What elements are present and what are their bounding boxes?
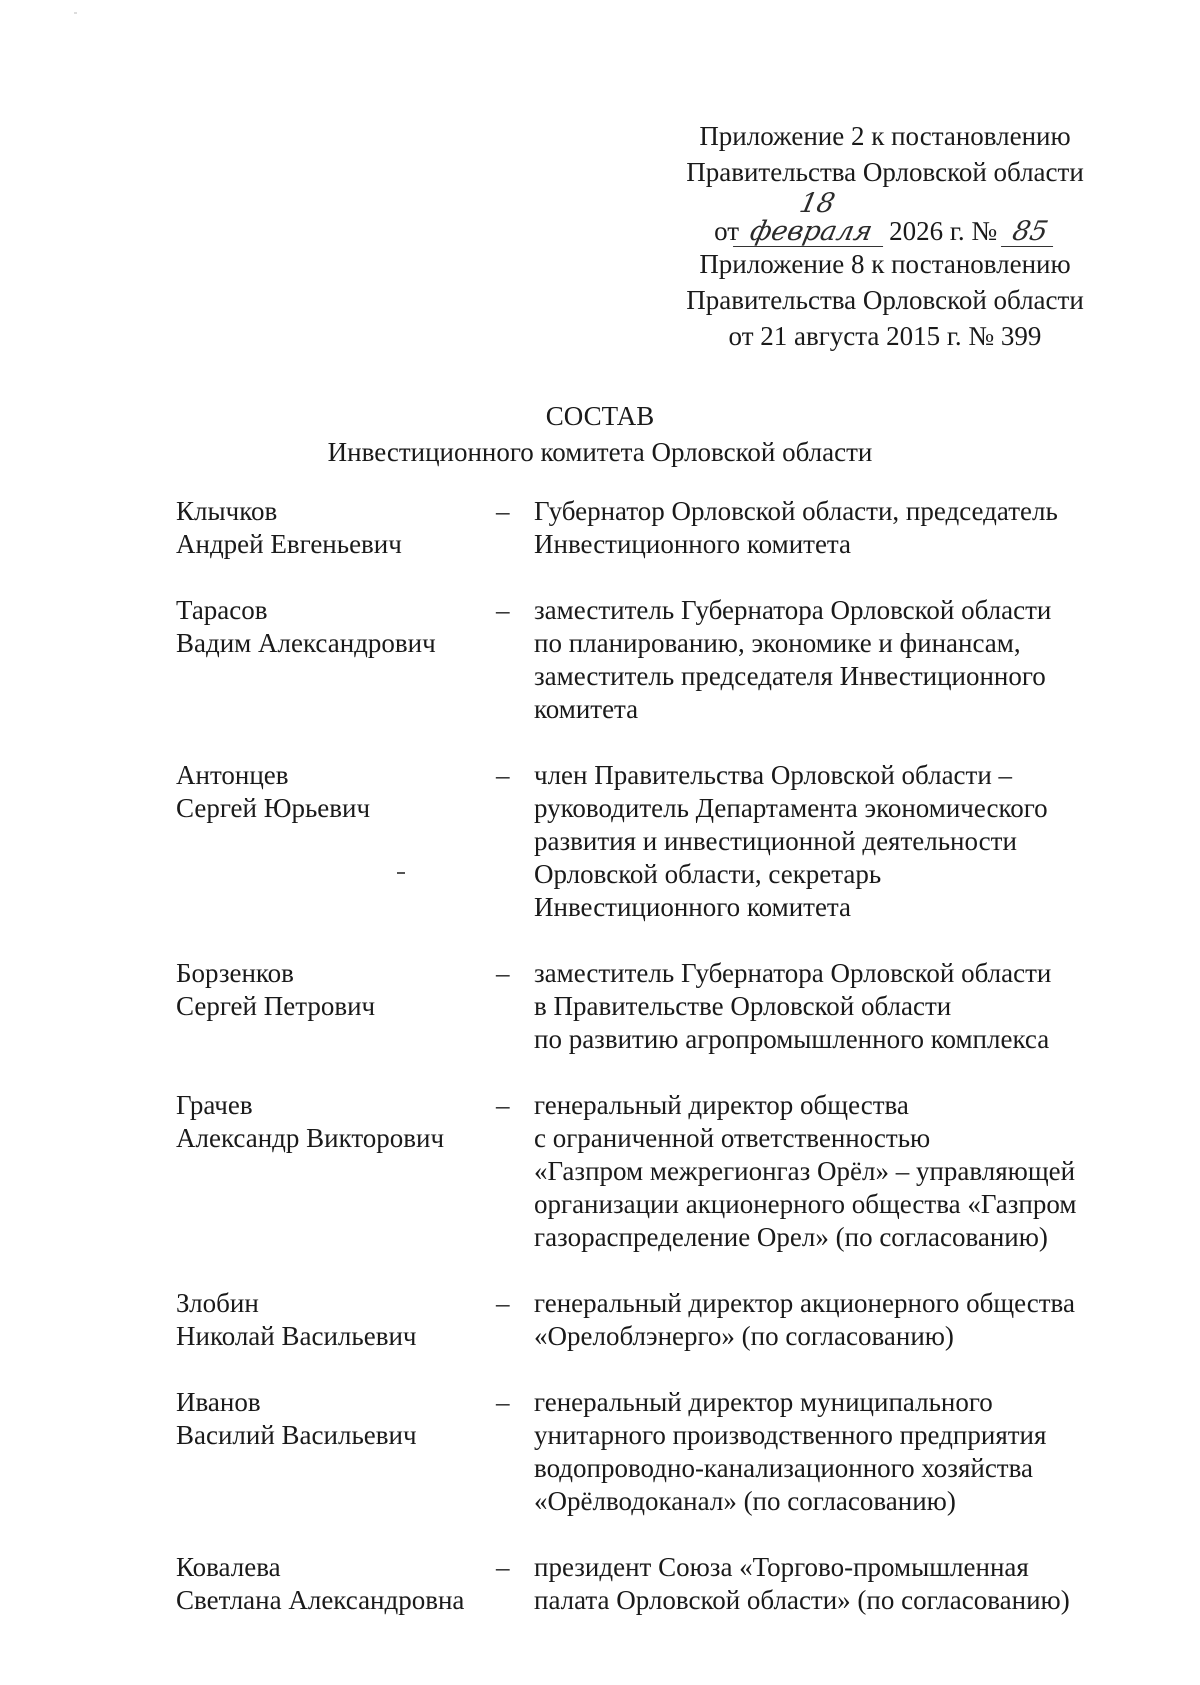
member-surname: Злобин	[176, 1288, 259, 1318]
member-row	[176, 1551, 1116, 1617]
member-name	[176, 957, 496, 1056]
member-role-line: руководитель Департамента экономического	[534, 793, 1048, 823]
member-role	[534, 759, 1116, 924]
member-row	[176, 594, 1116, 726]
scan-mark	[74, 12, 77, 14]
member-role-line: организации акционерного общества «Газпром	[534, 1189, 1077, 1219]
member-role	[534, 957, 1116, 1056]
member-given-names: Вадим Александрович	[176, 628, 436, 658]
member-role-line: «Газпром межрегионгаз Орёл» – управляющей	[534, 1156, 1076, 1186]
member-name	[176, 1287, 496, 1353]
member-row	[176, 1287, 1116, 1353]
member-role-line: водопроводно-канализационного хозяйства	[534, 1453, 1033, 1483]
member-role-line: заместитель председателя Инвестиционного	[534, 661, 1046, 691]
member-role-line: «Орёлводоканал» (по согласованию)	[534, 1486, 956, 1516]
member-given-names: Андрей Евгеньевич	[176, 529, 402, 559]
member-role-line: Орловской области, секретарь	[534, 859, 882, 889]
member-dash: –	[496, 760, 510, 790]
member-role-line: член Правительства Орловской области –	[534, 760, 1013, 790]
handwritten-date: 18 февраля	[733, 190, 895, 247]
member-given-names: Светлана Александровна	[176, 1585, 465, 1615]
member-given-names: Сергей Петрович	[176, 991, 376, 1021]
member-role-line: с ограниченной ответственностью	[534, 1123, 931, 1153]
member-role-line: развития и инвестиционной деятельности	[534, 826, 1017, 856]
member-role-line: унитарного производственного предприятия	[534, 1420, 1047, 1450]
member-role	[534, 1551, 1116, 1617]
member-role-line: в Правительстве Орловской области	[534, 991, 952, 1021]
member-role-line: генеральный директор муниципального	[534, 1387, 993, 1417]
member-role-line: «Орелоблэнерго» (по согласованию)	[534, 1321, 954, 1351]
member-dash: –	[496, 1288, 510, 1318]
annex-current-prefix: от	[714, 216, 740, 246]
member-dash: –	[496, 595, 510, 625]
annex-current-date-line	[665, 190, 1105, 249]
member-given-names: Сергей Юрьевич	[176, 793, 371, 823]
annex-current-year: 2026 г. №	[889, 216, 998, 246]
member-role-line: газораспределение Орел» (по согласованию)	[534, 1222, 1048, 1252]
title-subheading: Инвестиционного комитета Орловской области	[327, 437, 873, 467]
member-dash: –	[496, 1090, 510, 1120]
member-given-names: Николай Васильевич	[176, 1321, 417, 1351]
member-role-line: Инвестиционного комитета	[534, 892, 852, 922]
member-role-line: генеральный директор акционерного общества	[534, 1288, 1075, 1318]
member-dash: –	[496, 496, 510, 526]
annex-original-header	[665, 246, 1105, 354]
member-dash: –	[496, 1387, 510, 1417]
member-row	[176, 957, 1116, 1056]
annex-current-line2: Правительства Орловской области	[686, 157, 1084, 187]
member-surname: Грачев	[176, 1090, 253, 1120]
member-row	[176, 495, 1116, 561]
member-name	[176, 594, 496, 726]
annex-current-line1: Приложение 2 к постановлению	[699, 121, 1071, 151]
member-surname: Тарасов	[176, 595, 268, 625]
member-role-line: Губернатор Орловской области, председатель	[534, 496, 1058, 526]
member-role-line: комитета	[534, 694, 639, 724]
member-role-line: генеральный директор общества	[534, 1090, 909, 1120]
member-name	[176, 1551, 496, 1617]
member-role	[534, 495, 1116, 561]
member-given-names: Александр Викторович	[176, 1123, 445, 1153]
member-name	[176, 1089, 496, 1254]
handwritten-number: 85	[1001, 218, 1059, 247]
member-row	[176, 759, 1116, 924]
annex-original-line2: Правительства Орловской области	[686, 285, 1084, 315]
member-name	[176, 495, 496, 561]
member-name	[176, 1386, 496, 1518]
member-role	[534, 1287, 1116, 1353]
member-dash: –	[496, 958, 510, 988]
member-role-line: по развитию агропромышленного комплекса	[534, 1024, 1050, 1054]
title-heading: СОСТАВ	[545, 401, 655, 431]
document-title	[0, 398, 1200, 470]
member-role-line: заместитель Губернатора Орловской области	[534, 595, 1052, 625]
annex-current-header	[665, 118, 1105, 249]
member-given-names: Василий Васильевич	[176, 1420, 417, 1450]
member-row	[176, 1089, 1116, 1254]
member-dash: –	[496, 1552, 510, 1582]
member-name	[176, 759, 496, 924]
member-role	[534, 1386, 1116, 1518]
member-role-line: Инвестиционного комитета	[534, 529, 852, 559]
members-list	[176, 495, 1116, 1650]
member-surname: Борзенков	[176, 958, 294, 988]
member-surname: Иванов	[176, 1387, 261, 1417]
member-row	[176, 1386, 1116, 1518]
member-role-line: по планированию, экономике и финансам,	[534, 628, 1021, 658]
member-surname: Клычков	[176, 496, 278, 526]
member-surname: Антонцев	[176, 760, 289, 790]
annex-original-line3: от 21 августа 2015 г. № 399	[728, 321, 1042, 351]
member-role-line: заместитель Губернатора Орловской области	[534, 958, 1052, 988]
member-role-line: палата Орловской области» (по согласованию)	[534, 1585, 1070, 1615]
member-surname: Ковалева	[176, 1552, 281, 1582]
member-role	[534, 1089, 1116, 1254]
member-role	[534, 594, 1116, 726]
member-role-line: президент Союза «Торгово-промышленная	[534, 1552, 1029, 1582]
annex-original-line1: Приложение 8 к постановлению	[699, 249, 1071, 279]
